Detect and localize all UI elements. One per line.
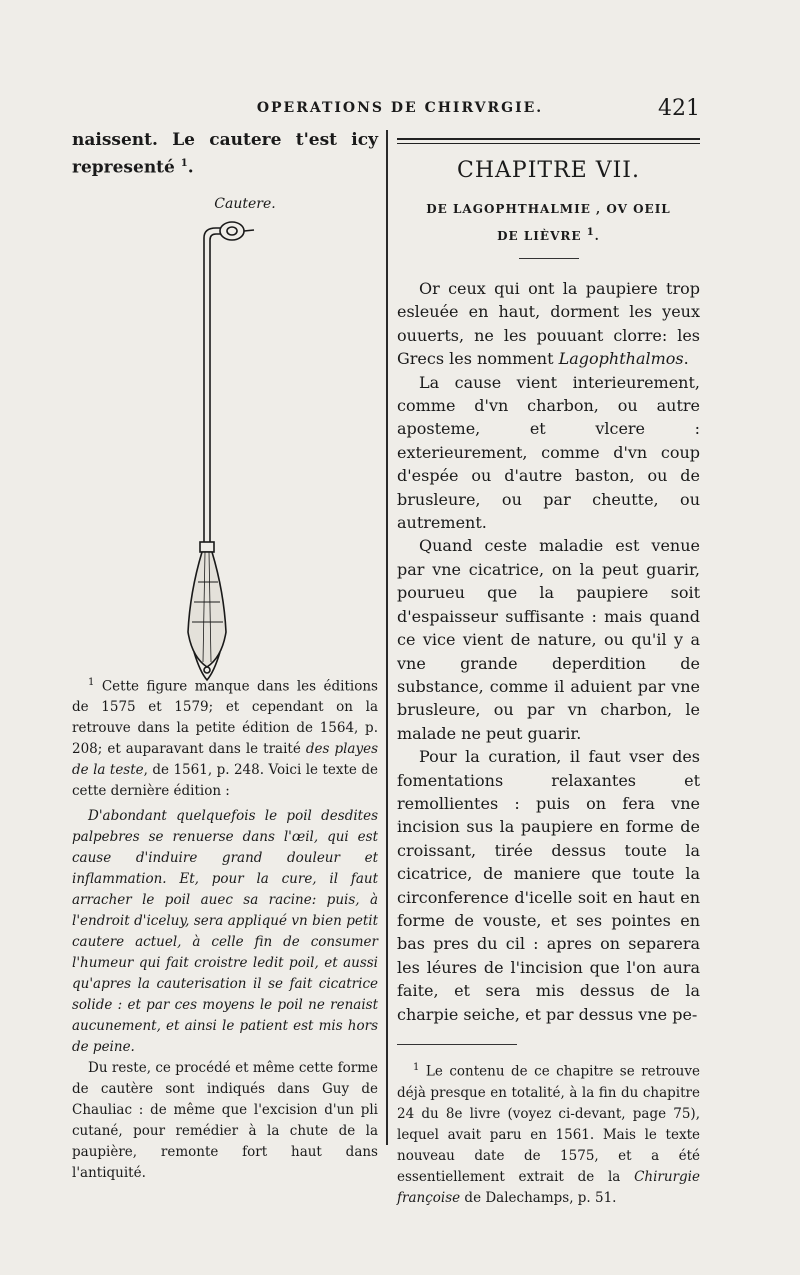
lead-note-mark: 1 — [180, 158, 188, 169]
quoted-passage: D'abondant quelquefois le poil desdites palpebres se renuerse dans l'œil, qui est cause d'induire grand douleur et inflammation. Et, pour la cure, il faut arracher le poil auec sa racine: puis, à l'endroit d'iceluy, sera appliqué vn bien petit cautere actuel, à celle fin de consumer l'humeur qui fait croistre ledit poil, et aussi qu'apres la cauterisation il se fait cicatrice solide : et par ces moyens le poil ne renaist aucunement, et ainsi le patient est mis hors de peine. — [72, 808, 378, 1056]
chapter-footnote — [397, 1057, 700, 1209]
paragraph-3: Quand ceste maladie est venue par vne cicatrice, on la peut guarir, pourueu que la paupiere soit d'espaisseur suffisante : mais quand ce vice vient de nature, ou qu'il y a vne grande deperdition de substance, comme il aduient par vne brusleure, ou par vn charbon, le malade ne peut guarir. — [397, 536, 700, 743]
paragraph-1-text: Or ceux qui ont la paupiere trop esleuée en haut, dorment les yeux ouuerts, ne les pouuant clorre: les Grecs les nomment — [397, 279, 700, 369]
page-number: 421 — [658, 96, 700, 121]
header-rule — [397, 138, 700, 144]
figure-caption: Cautere. — [214, 195, 276, 212]
chapter-footnote-mark: 1 — [413, 1062, 420, 1073]
lead-text: naissent. Le cautere t'est icy representé — [72, 130, 378, 178]
column-divider — [386, 130, 388, 1145]
footnote-text-2: , de 1561, p. 248. Voici le texte de cette dernière édition : — [72, 762, 378, 800]
chapter-footnote-text: Le contenu de ce chapitre se retrouve déjà presque en totalité, à la fin du chapitre 24 du 8e livre (voyez ci-devant, page 75), lequel avait paru en 1561. Mais le texte nouveau date de 1575, et a été essentiellement extrait de la — [397, 1063, 700, 1185]
chapter-title: CHAPITRE VII. — [457, 158, 640, 183]
footnote-italic: des playes de la teste — [72, 741, 379, 779]
paragraph-4: Pour la curation, il faut vser des fomentations relaxantes et remollientes : puis on fera vne incision sus la paupiere en forme de croissant, tirée dessus toute la cicatrice, de maniere que toute la circonference d'icelle soit en haut en forme de vouste, et ses pointes en bas pres du cil : apres on separera les léures de l'incision que l'on aura faite, et sera mis dessus de la charpie seiche, et par dessus vne pe- — [397, 747, 700, 1024]
cautery-figure — [72, 212, 378, 672]
chapter-subtitle-end: . — [594, 229, 600, 243]
chapter-note-mark: 1 — [586, 227, 595, 238]
footnote-rule — [397, 1044, 517, 1045]
chapter-subtitle-line-2: DE LIÈVRE — [497, 229, 582, 243]
paragraph-2: La cause vient interieurement, comme d'vn charbon, ou autre aposteme, et vlcere : exterieurement, comme d'vn coup d'espée ou d'autre baston, ou de brusleure, ou par cheutte, ou autrement. — [397, 372, 700, 533]
paragraph-1 — [397, 277, 700, 371]
chapter-footnote-italic: Chirurgie françoise — [397, 1168, 700, 1206]
paragraph-1-italic: Lagophthalmos — [558, 349, 684, 369]
right-column — [397, 138, 700, 1209]
lead-end: . — [187, 157, 194, 178]
left-column — [72, 128, 378, 1184]
figure-footnote — [72, 672, 378, 803]
chapter-subtitle-line-1: DE LAGOPHTHALMIE , OV OEIL — [426, 202, 671, 216]
chapter-subtitle — [397, 197, 700, 248]
paragraph-1-end: . — [683, 349, 689, 369]
cautery-illustration — [72, 212, 378, 682]
footnote-text: Cette figure manque dans les éditions de 1575 et 1579; et cependant on la retrouve dans la petite édition de 1564, p. 208; et auparavant dans le traité — [72, 678, 378, 758]
closing-note: Du reste, ce procédé et même cette forme de cautère sont indiqués dans Guy de Chauliac : de même que l'excision d'un pli cutané, pour remédier à la chute de la paupière, remonte fort haut dans l'antiquité. — [72, 1060, 378, 1182]
chapter-rule — [519, 258, 579, 259]
chapter-footnote-end: de Dalechamps, p. 51. — [464, 1189, 617, 1206]
footnote-mark: 1 — [88, 676, 95, 688]
lead-paragraph — [72, 128, 378, 180]
running-head: OPERATIONS DE CHIRVRGIE. — [256, 100, 544, 116]
